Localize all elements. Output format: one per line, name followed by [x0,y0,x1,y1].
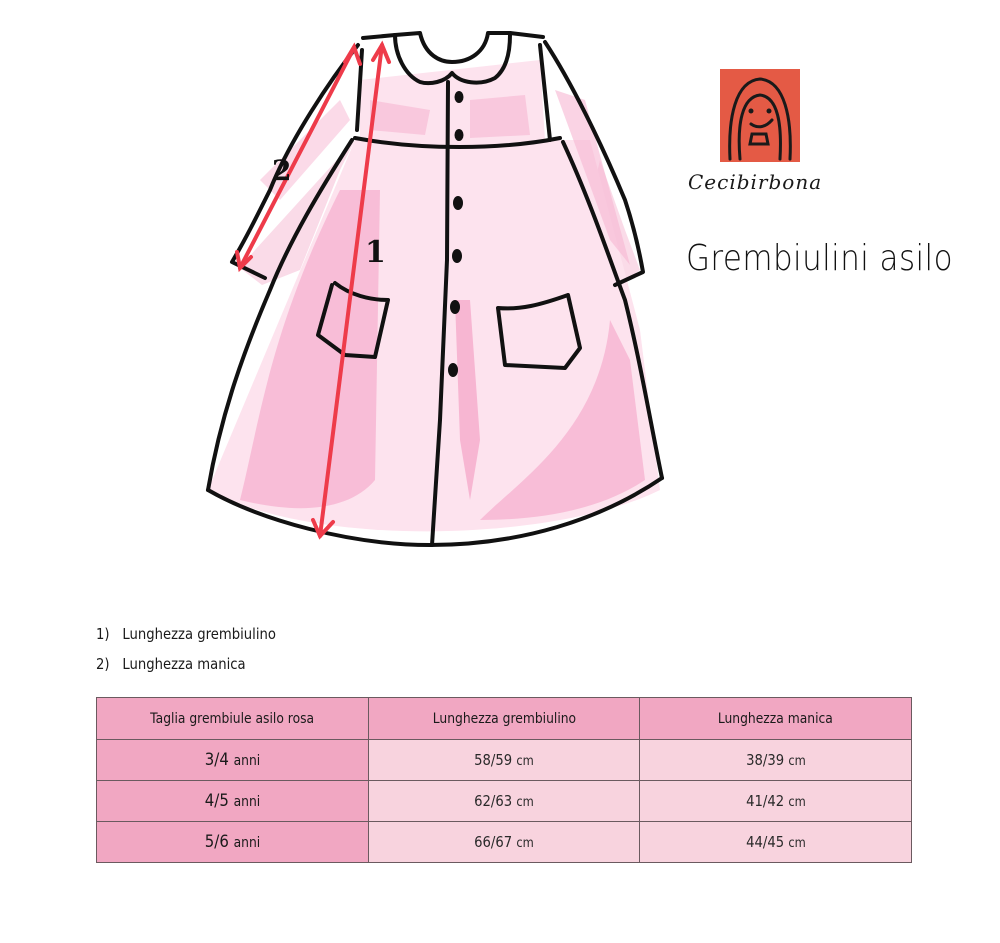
length-cell: 66/67 cm [368,822,640,863]
length-cell: 62/63 cm [368,781,640,822]
legend-number: 2) [96,655,110,673]
smock-illustration [190,20,670,560]
sleeve-cell: 44/45 cm [640,822,912,863]
sleeve-cell: 41/42 cm [640,781,912,822]
measure-label-1: 1 [365,235,386,270]
legend-item [96,649,276,679]
legend-item [96,619,276,649]
size-table [96,697,912,863]
page-title: Grembiulini asilo [686,238,953,279]
legend-label: Lunghezza manica [122,655,246,673]
brand-name: Cecibirbona [688,170,823,194]
header-length: Lunghezza grembiulino [368,698,640,740]
measure-label-2: 2 [272,154,292,187]
header-size: Taglia grembiule asilo rosa [97,698,369,740]
measurement-legend [96,619,301,679]
sleeve-cell: 38/39 cm [640,740,912,781]
table-row [97,740,912,781]
table-row [97,822,912,863]
length-cell: 58/59 cm [368,740,640,781]
header-sleeve: Lunghezza manica [640,698,912,740]
legend-label: Lunghezza grembiulino [122,625,276,643]
legend-number: 1) [96,625,110,643]
table-row [97,781,912,822]
size-cell: 4/5 anni [97,781,369,822]
girl-face-logo-icon [720,69,800,162]
table-header-row [97,698,912,740]
size-cell: 5/6 anni [97,822,369,863]
size-cell: 3/4 anni [97,740,369,781]
